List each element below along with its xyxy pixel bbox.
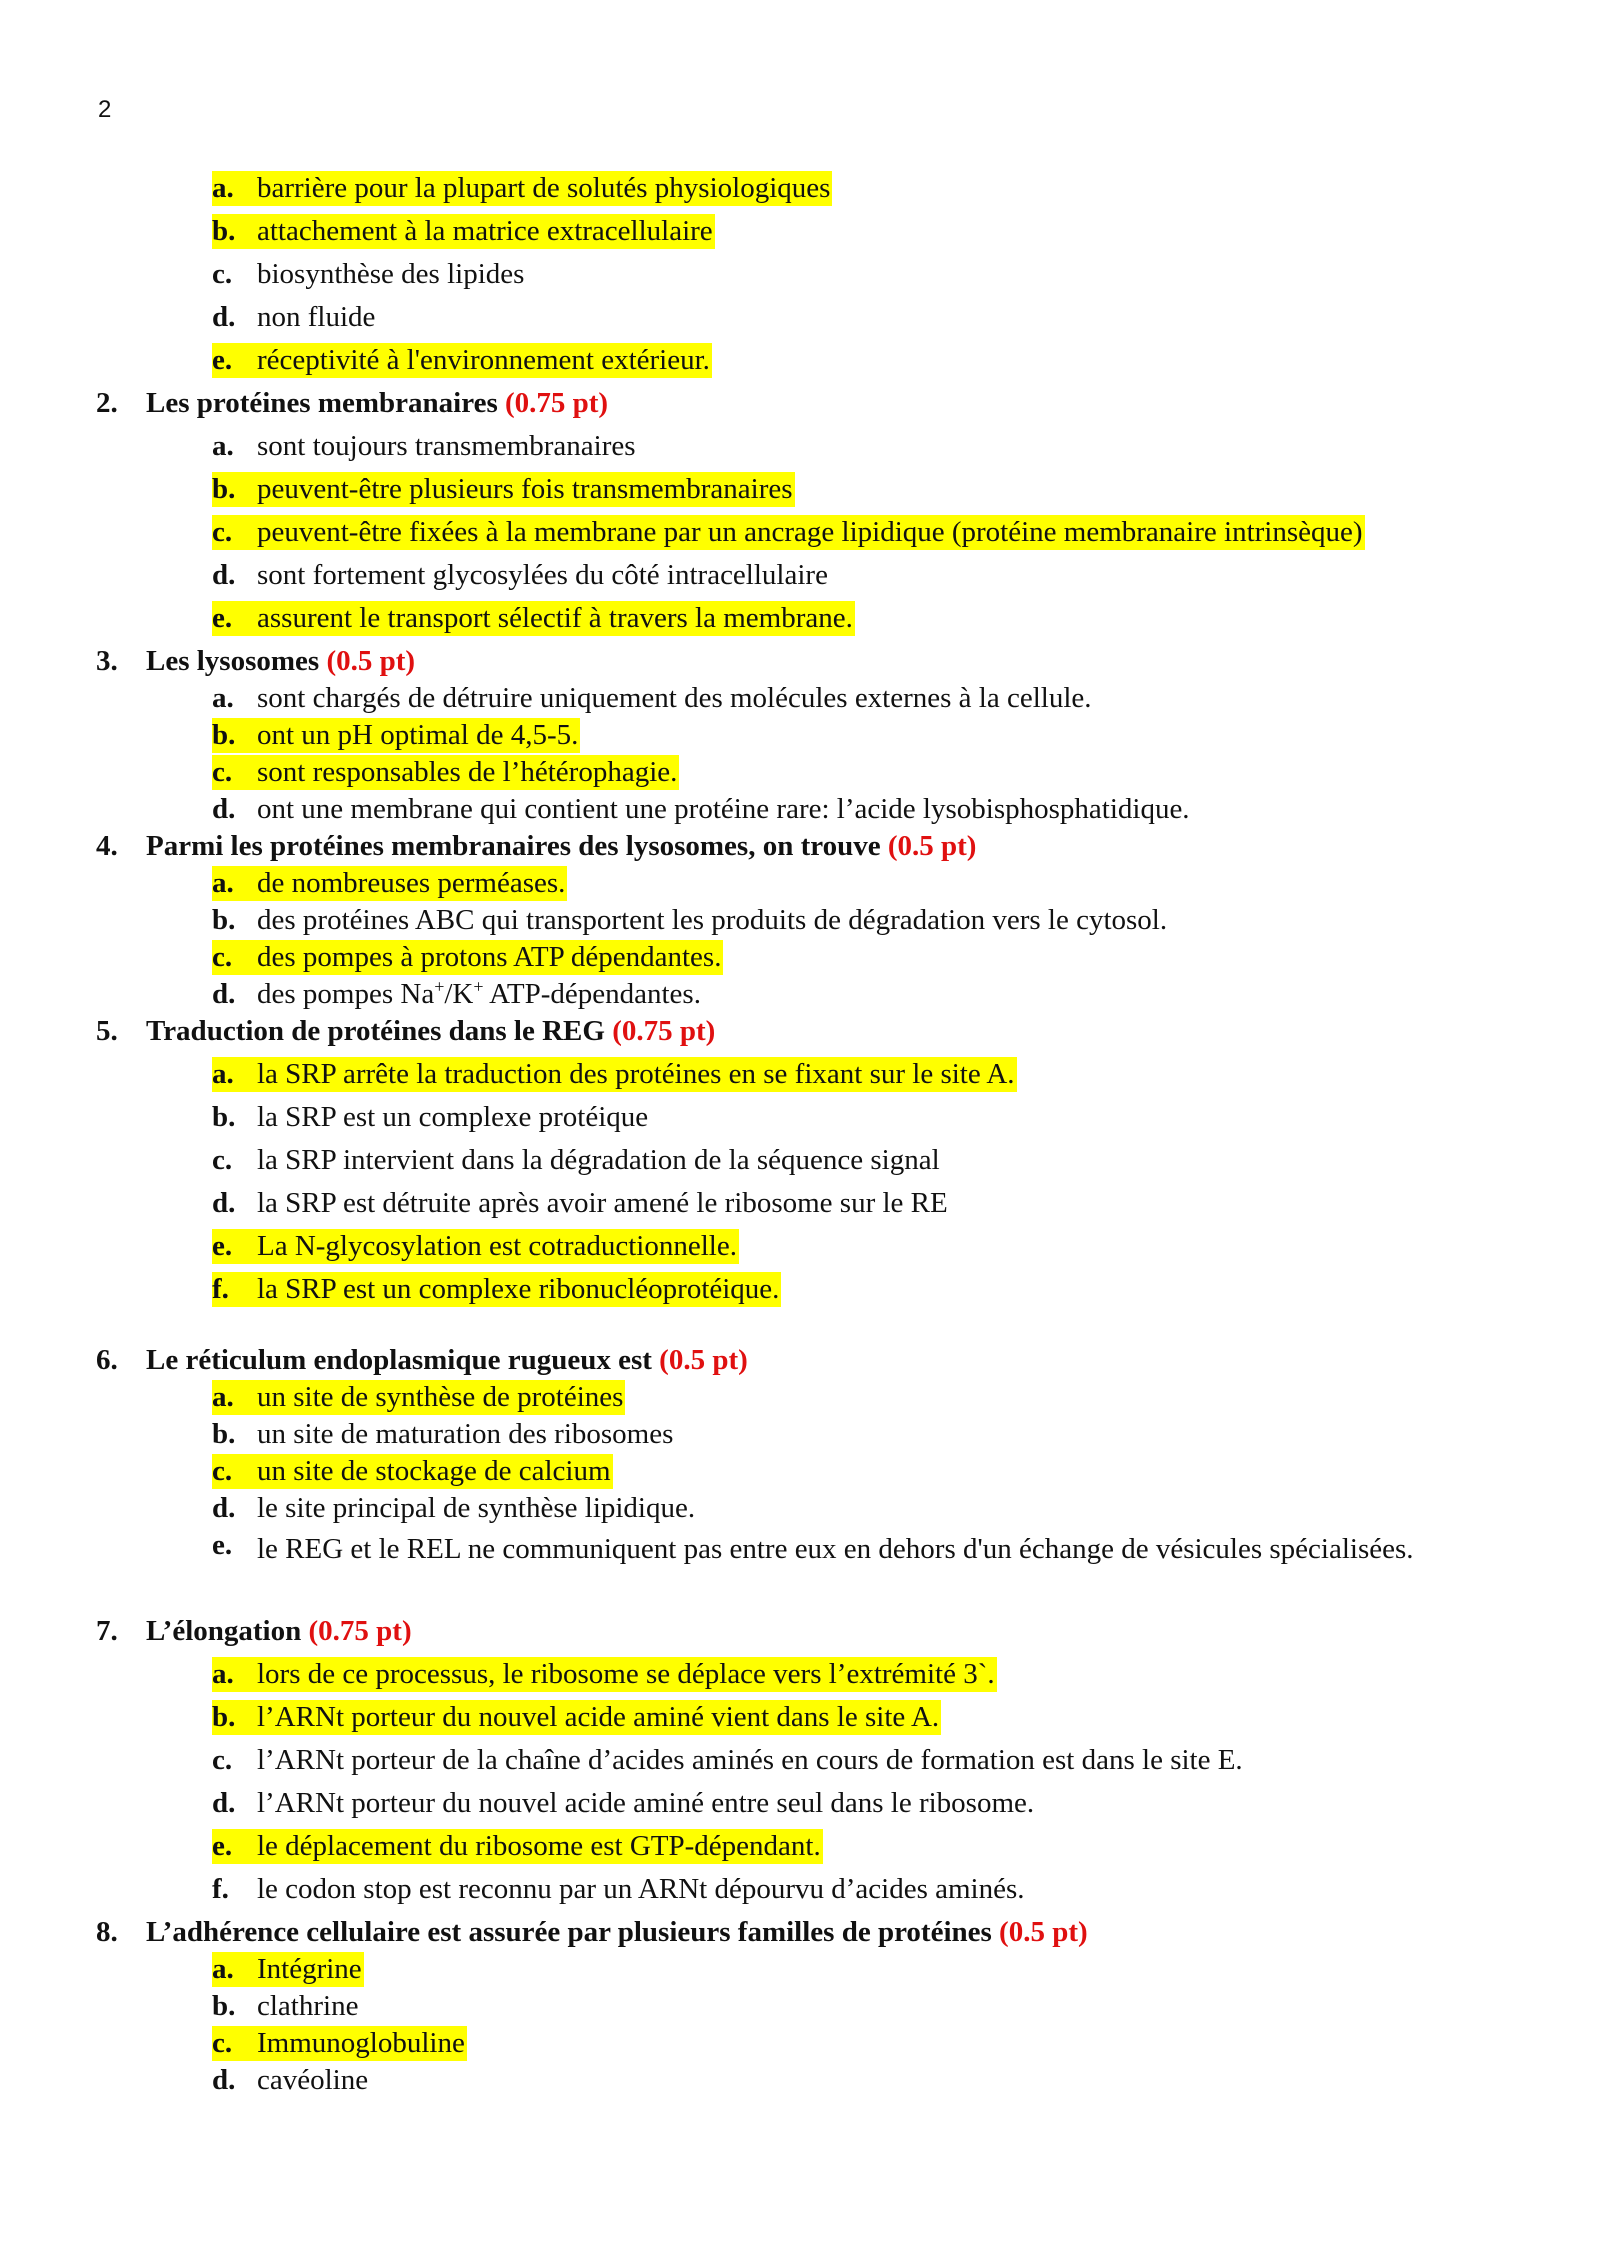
option-letter: d. bbox=[212, 2064, 236, 2096]
option-text: barrière pour la plupart de solutés physiologiques bbox=[257, 172, 831, 204]
option-letter: a. bbox=[212, 867, 234, 899]
option-letter: b. bbox=[212, 215, 236, 247]
option-text: le déplacement du ribosome est GTP-dépendant. bbox=[257, 1830, 821, 1862]
option-text: Intégrine bbox=[257, 1953, 362, 1985]
option-text-part: des pompes Na bbox=[257, 978, 435, 1010]
answer-option bbox=[212, 1491, 697, 1525]
question-title: Le réticulum endoplasmique rugueux est bbox=[146, 1344, 652, 1376]
option-text: non fluide bbox=[257, 301, 376, 333]
question-points: (0.75 pt) bbox=[308, 1615, 412, 1647]
answer-option bbox=[212, 1272, 781, 1306]
answer-option bbox=[212, 2063, 370, 2097]
option-letter: c. bbox=[212, 1144, 233, 1176]
option-letter: b. bbox=[212, 1418, 236, 1450]
option-letter: d. bbox=[212, 301, 236, 333]
option-letter: d. bbox=[212, 978, 236, 1010]
option-text: des protéines ABC qui transportent les produits de dégradation vers le cytosol. bbox=[257, 904, 1168, 936]
option-letter: d. bbox=[212, 793, 236, 825]
question-heading bbox=[96, 1343, 748, 1377]
option-letter: c. bbox=[212, 516, 233, 548]
superscript-charge: + bbox=[473, 976, 484, 997]
question-points: (0.75 pt) bbox=[504, 387, 609, 419]
answer-option bbox=[212, 1417, 675, 1451]
option-letter: a. bbox=[212, 1658, 234, 1690]
page-number: 2 bbox=[98, 96, 112, 123]
option-letter: c. bbox=[212, 941, 233, 973]
answer-option bbox=[212, 1989, 360, 2023]
answer-option bbox=[212, 558, 830, 592]
option-text: biosynthèse des lipides bbox=[257, 258, 525, 290]
question-title: Les lysosomes bbox=[146, 645, 320, 677]
answer-option bbox=[212, 1952, 364, 1986]
answer-option bbox=[212, 866, 567, 900]
answer-option bbox=[212, 1786, 1036, 1820]
option-text: sont chargés de détruire uniquement des molécules externes à la cellule. bbox=[257, 682, 1092, 714]
option-text: la SRP est un complexe protéique bbox=[257, 1101, 649, 1133]
option-letter: b. bbox=[212, 719, 236, 751]
option-text: un site de stockage de calcium bbox=[257, 1455, 611, 1487]
option-text: ont une membrane qui contient une protéine rare: l’acide lysobisphosphatidique. bbox=[257, 793, 1190, 825]
answer-option bbox=[212, 1380, 625, 1414]
option-letter: a. bbox=[212, 430, 234, 462]
option-letter: d. bbox=[212, 559, 236, 591]
answer-option bbox=[212, 1100, 650, 1134]
option-text: le site principal de synthèse lipidique. bbox=[257, 1492, 696, 1524]
answer-option bbox=[212, 1829, 823, 1863]
answer-option bbox=[212, 718, 580, 752]
option-text: réceptivité à l'environnement extérieur. bbox=[257, 344, 710, 376]
answer-option bbox=[212, 472, 795, 506]
question-points: (0.5 pt) bbox=[659, 1344, 748, 1376]
option-letter: a. bbox=[212, 1058, 234, 1090]
option-letter: a. bbox=[212, 172, 234, 204]
question-heading bbox=[96, 1915, 1088, 1949]
option-text: de nombreuses perméases. bbox=[257, 867, 566, 899]
answer-option bbox=[212, 171, 832, 205]
answer-option bbox=[212, 515, 1365, 549]
answer-option bbox=[212, 429, 638, 463]
answer-option bbox=[212, 1186, 950, 1220]
option-text: un site de synthèse de protéines bbox=[257, 1381, 624, 1413]
option-text-part: ATP-dépendantes. bbox=[483, 978, 701, 1010]
answer-option bbox=[212, 257, 526, 291]
question-heading bbox=[96, 1614, 412, 1648]
question-number: 6. bbox=[96, 1344, 118, 1376]
answer-option bbox=[212, 2026, 467, 2060]
option-text: le REG et le REL ne communiquent pas entre eux en dehors d'un échange de vésicules spécialisées. bbox=[257, 1533, 1414, 1565]
answer-option bbox=[212, 214, 715, 248]
option-letter: c. bbox=[212, 1744, 233, 1776]
option-text: sont fortement glycosylées du côté intracellulaire bbox=[257, 559, 828, 591]
answer-option bbox=[212, 1528, 1514, 1570]
option-text: ont un pH optimal de 4,5-5. bbox=[257, 719, 579, 751]
option-text: l’ARNt porteur de la chaîne d’acides aminés en cours de formation est dans le site E. bbox=[257, 1744, 1243, 1776]
question-heading bbox=[96, 644, 415, 678]
option-letter: f. bbox=[212, 1273, 229, 1305]
answer-option bbox=[212, 1229, 739, 1263]
option-letter: c. bbox=[212, 258, 233, 290]
option-text: la SRP est un complexe ribonucléoprotéique. bbox=[257, 1273, 780, 1305]
question-number: 2. bbox=[96, 387, 118, 419]
question-title: Parmi les protéines membranaires des lysosomes, on trouve bbox=[146, 830, 881, 862]
option-text: lors de ce processus, le ribosome se déplace vers l’extrémité 3`. bbox=[257, 1658, 995, 1690]
option-letter: b. bbox=[212, 1990, 236, 2022]
option-letter: c. bbox=[212, 1455, 233, 1487]
answer-option bbox=[212, 300, 377, 334]
question-number: 3. bbox=[96, 645, 118, 677]
option-text: attachement à la matrice extracellulaire bbox=[257, 215, 713, 247]
answer-option bbox=[212, 601, 855, 635]
question-title: L’adhérence cellulaire est assurée par plusieurs familles de protéines bbox=[146, 1916, 992, 1948]
question-heading bbox=[96, 829, 976, 863]
answer-option bbox=[212, 903, 1169, 937]
option-letter: e. bbox=[212, 1830, 233, 1862]
option-text: l’ARNt porteur du nouvel acide aminé vient dans le site A. bbox=[257, 1701, 940, 1733]
answer-option bbox=[212, 1454, 613, 1488]
option-text: La N-glycosylation est cotraductionnelle. bbox=[257, 1230, 737, 1262]
answer-option bbox=[212, 792, 1192, 826]
option-letter: d. bbox=[212, 1787, 236, 1819]
option-text: l’ARNt porteur du nouvel acide aminé entre seul dans le ribosome. bbox=[257, 1787, 1035, 1819]
option-letter: b. bbox=[212, 473, 236, 505]
option-text: assurent le transport sélectif à travers la membrane. bbox=[257, 602, 853, 634]
question-title: L’élongation bbox=[146, 1615, 302, 1647]
option-text: la SRP est détruite après avoir amené le ribosome sur le RE bbox=[257, 1187, 948, 1219]
question-points: (0.5 pt) bbox=[999, 1916, 1088, 1948]
option-letter: d. bbox=[212, 1492, 236, 1524]
answer-option bbox=[212, 1872, 1027, 1906]
question-number: 8. bbox=[96, 1916, 118, 1948]
answer-option bbox=[212, 343, 712, 377]
option-letter: e. bbox=[212, 602, 233, 634]
question-heading bbox=[96, 1014, 715, 1048]
option-text bbox=[257, 978, 701, 1010]
option-letter: b. bbox=[212, 1101, 236, 1133]
option-letter: a. bbox=[212, 1381, 234, 1413]
option-text: la SRP intervient dans la dégradation de la séquence signal bbox=[257, 1144, 940, 1176]
question-title: Traduction de protéines dans le REG bbox=[146, 1015, 605, 1047]
option-text: le codon stop est reconnu par un ARNt dépourvu d’acides aminés. bbox=[257, 1873, 1025, 1905]
option-text-part: /K bbox=[444, 978, 474, 1010]
answer-option bbox=[212, 977, 703, 1011]
question-heading bbox=[96, 386, 608, 420]
option-text: peuvent-être plusieurs fois transmembranaires bbox=[257, 473, 793, 505]
question-number: 4. bbox=[96, 830, 118, 862]
answer-option bbox=[212, 755, 679, 789]
question-number: 7. bbox=[96, 1615, 118, 1647]
answer-option bbox=[212, 1743, 1245, 1777]
option-text: peuvent-être fixées à la membrane par un ancrage lipidique (protéine membranaire intrinsèque) bbox=[257, 516, 1363, 548]
question-points: (0.75 pt) bbox=[612, 1015, 716, 1047]
answer-option bbox=[212, 1057, 1017, 1091]
answer-option bbox=[212, 1657, 997, 1691]
option-text: un site de maturation des ribosomes bbox=[257, 1418, 674, 1450]
option-text: cavéoline bbox=[257, 2064, 369, 2096]
option-letter: d. bbox=[212, 1187, 236, 1219]
option-text: sont toujours transmembranaires bbox=[257, 430, 636, 462]
question-title: Les protéines membranaires bbox=[146, 387, 505, 419]
option-letter: b. bbox=[212, 1701, 236, 1733]
answer-option bbox=[212, 940, 723, 974]
option-text: des pompes à protons ATP dépendantes. bbox=[257, 941, 722, 973]
option-letter: e. bbox=[212, 1230, 233, 1262]
option-letter: a. bbox=[212, 1953, 234, 1985]
question-points: (0.5 pt) bbox=[326, 645, 416, 677]
question-points: (0.5 pt) bbox=[887, 830, 977, 862]
option-letter: b. bbox=[212, 904, 236, 936]
option-letter: c. bbox=[212, 756, 233, 788]
option-letter: e. bbox=[212, 344, 233, 376]
superscript-charge: + bbox=[434, 976, 445, 997]
option-text: sont responsables de l’hétérophagie. bbox=[257, 756, 678, 788]
option-text: clathrine bbox=[257, 1990, 359, 2022]
option-letter: f. bbox=[212, 1873, 229, 1905]
answer-option bbox=[212, 681, 1094, 715]
option-letter: e. bbox=[212, 1529, 233, 1561]
option-text: la SRP arrête la traduction des protéines en se fixant sur le site A. bbox=[257, 1058, 1015, 1090]
answer-option bbox=[212, 1700, 941, 1734]
option-text: Immunoglobuline bbox=[257, 2027, 465, 2059]
question-number: 5. bbox=[96, 1015, 118, 1047]
option-letter: c. bbox=[212, 2027, 233, 2059]
answer-option bbox=[212, 1143, 942, 1177]
option-letter: a. bbox=[212, 682, 234, 714]
